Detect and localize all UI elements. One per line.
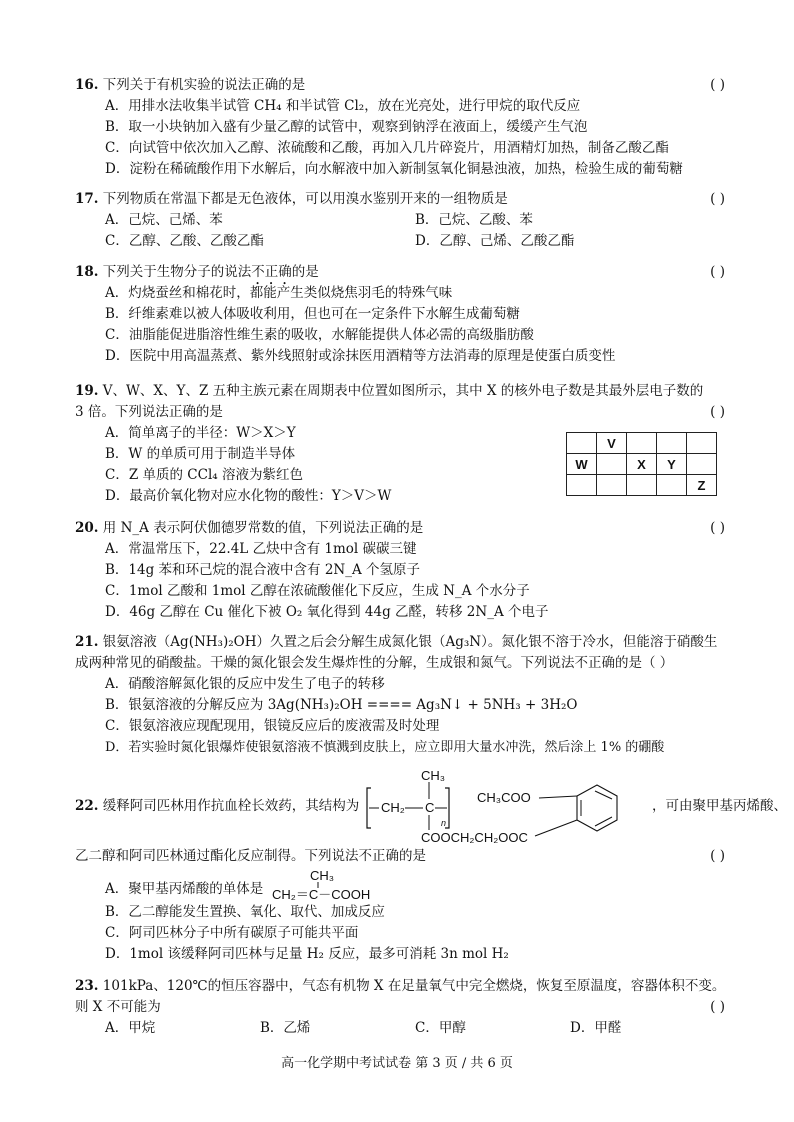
answer-paren: ( ) xyxy=(710,77,725,93)
option-b: B．14g 苯和环己烷的混合液中含有 2N_A 个氢原子 xyxy=(105,562,421,578)
answer-paren: ( ) xyxy=(710,191,725,207)
option-b: B．取一小块钠加入盛有少量乙醇的试管中，观察到钠浮在液面上，缓缓产生气泡 xyxy=(105,119,588,135)
question-21 xyxy=(75,632,725,758)
question-number: 20. xyxy=(75,520,99,536)
grid-cell xyxy=(657,475,687,496)
question-stem: 下列物质在常温下都是无色液体，可以用溴水鉴别开来的一组物质是 xyxy=(102,191,508,207)
page-footer: 高一化学期中考试试卷 第 3 页 / 共 6 页 xyxy=(281,1056,513,1071)
option-c: C．Z 单质的 CCl₄ 溶液为紫红色 xyxy=(105,467,303,483)
question-16 xyxy=(75,75,725,180)
option-c: C．银氨溶液应现配现用，银镜反应后的废液需及时处理 xyxy=(105,718,440,734)
option-a: A．己烷、己烯、苯 xyxy=(105,212,223,228)
monomer-methyl: CH₃ xyxy=(309,868,334,883)
polymer-structure xyxy=(365,768,655,848)
answer-paren: ( ) xyxy=(710,999,725,1015)
question-number: 23. xyxy=(75,978,99,994)
option-b: B．己烷、乙酸、苯 xyxy=(415,212,533,228)
grid-cell: V xyxy=(597,433,627,454)
option-b: B．银氨溶液的分解反应为 3Ag(NH₃)₂OH ==== Ag₃N↓ + 5NH₃ + 3H₂O xyxy=(105,697,578,713)
question-stem: 用 N_A 表示阿伏伽德罗常数的值，下列说法正确的是 xyxy=(102,520,424,536)
option-d: D．甲醛 xyxy=(570,1020,622,1036)
grid-cell: X xyxy=(627,454,657,475)
monomer-formula: CH₂＝C－COOH xyxy=(271,887,370,902)
grid-cell xyxy=(657,433,687,454)
repeat-n: n xyxy=(441,818,447,828)
question-17 xyxy=(75,189,725,252)
question-stem-end: 的是 xyxy=(291,264,319,280)
option-b: B．W 的单质可用于制造半导体 xyxy=(105,446,296,462)
grid-cell xyxy=(597,454,627,475)
question-20 xyxy=(75,518,725,623)
option-c: C．甲醇 xyxy=(415,1020,466,1036)
option-d: D．乙醇、己烯、乙酸乙酯 xyxy=(415,233,575,249)
question-stem: V、W、X、Y、Z 五种主族元素在周期表中位置如图所示，其中 X 的核外电子数是其最外层电子数的 xyxy=(102,383,704,399)
question-stem: 银氨溶液（Ag(NH₃)₂OH）久置之后会分解生成氮化银（Ag₃N）。氮化银不溶于冷水，但能溶于硝酸生 xyxy=(102,634,718,650)
chain-ch2: CH₂ xyxy=(381,800,405,815)
grid-cell xyxy=(627,475,657,496)
question-22 xyxy=(75,768,787,864)
question-stem: 下列关于生物分子的说法 xyxy=(102,264,252,280)
option-c: C．1mol 乙酸和 1mol 乙醇在浓硫酸催化下反应，生成 N_A 个水分子 xyxy=(105,583,530,599)
methyl-group: CH₃ xyxy=(421,768,446,783)
option-a: A．灼烧蚕丝和棉花时，都能产生类似烧焦羽毛的特殊气味 xyxy=(105,285,453,301)
option-d: D．若实验时氮化银爆炸使银氨溶液不慎溅到皮肤上，应立即用大量水冲洗，然后涂上 1% 的硼酸 xyxy=(105,740,665,755)
emphasis-text: 不正确 xyxy=(251,264,292,280)
option-a: A．甲烷 xyxy=(105,1020,156,1036)
question-number: 18. xyxy=(75,264,99,280)
option-c: C．阿司匹林分子中所有碳原子可能共平面 xyxy=(105,925,359,941)
question-stem: 缓释阿司匹林用作抗血栓长效药，其结构为 xyxy=(102,798,360,814)
question-number: 22. xyxy=(75,798,99,814)
answer-paren: ( ) xyxy=(710,848,725,864)
option-b: B．乙二醇能发生置换、氧化、取代、加成反应 xyxy=(105,904,385,920)
option-a: A．硝酸溶解氮化银的反应中发生了电子的转移 xyxy=(105,676,385,692)
answer-paren: ( ) xyxy=(710,520,725,536)
question-number: 17. xyxy=(75,191,99,207)
option-a: A．用排水法收集半试管 CH₄ 和半试管 Cl₂，放在光亮处，进行甲烷的取代反应 xyxy=(105,98,581,114)
question-22-options xyxy=(75,868,725,965)
grid-cell xyxy=(567,475,597,496)
question-stem-cont: 3 倍。下列说法正确的是 xyxy=(75,404,223,420)
grid-cell: Z xyxy=(687,475,717,496)
question-stem-cont: 则 X 不可能为 xyxy=(75,999,161,1015)
question-stem: 101kPa、120℃的恒压容器中，气态有机物 X 在足量氧气中完全燃烧，恢复至原温度，容器体积不变。 xyxy=(102,978,726,994)
chain-carbon: C xyxy=(425,800,435,815)
grid-cell xyxy=(687,454,717,475)
answer-paren: ( ) xyxy=(710,264,725,280)
question-18 xyxy=(75,262,725,367)
option-a: A．聚甲基丙烯酸的单体是 xyxy=(105,881,264,897)
option-d: D．1mol 该缓释阿司匹林与足量 H₂ 反应，最多可消耗 3n mol H₂ xyxy=(105,946,509,962)
option-d: D．医院中用高温蒸煮、紫外线照射或涂抹医用酒精等方法消毒的原理是使蛋白质变性 xyxy=(105,348,616,364)
answer-paren: ( ) xyxy=(710,404,725,420)
question-stem: 下列关于有机实验的说法正确的是 xyxy=(102,77,306,93)
option-d: D．淀粉在稀硫酸作用下水解后，向水解液中加入新制氢氧化铜悬浊液，加热，检验生成的葡萄糖 xyxy=(105,161,683,177)
acetoxy-group: CH₃COO xyxy=(477,790,531,805)
option-a: A．简单离子的半径：W＞X＞Y xyxy=(105,425,296,441)
option-c: C．乙醇、乙酸、乙酸乙酯 xyxy=(105,233,264,249)
question-number: 16. xyxy=(75,77,99,93)
grid-cell xyxy=(627,433,657,454)
question-stem-cont: 乙二醇和阿司匹林通过酯化反应制得。下列说法不正确的是 xyxy=(75,848,426,864)
grid-cell: Y xyxy=(657,454,687,475)
option-d: D．最高价氧化物对应水化物的酸性：Y＞V＞W xyxy=(105,488,392,504)
monomer-structure xyxy=(272,868,392,902)
question-stem-end: ，可由聚甲基丙烯酸、 xyxy=(652,798,787,814)
question-stem-cont: 成两种常见的硝酸盐。干燥的氮化银会发生爆炸性的分解，生成银和氮气。下列说法不正确的是（ ） xyxy=(75,655,674,671)
grid-cell xyxy=(597,475,627,496)
option-b: B．乙烯 xyxy=(260,1020,311,1036)
ester-linker: COOCH₂CH₂OOC xyxy=(421,830,528,845)
question-number: 21. xyxy=(75,634,99,650)
grid-cell xyxy=(567,433,597,454)
option-d: D．46g 乙醇在 Cu 催化下被 O₂ 氧化得到 44g 乙醛，转移 2N_A 个电子 xyxy=(105,604,549,620)
option-b: B．纤维素难以被人体吸收利用，但也可在一定条件下水解生成葡萄糖 xyxy=(105,306,520,322)
question-23 xyxy=(75,976,725,1039)
option-c: C．油脂能促进脂溶性维生素的吸收，水解能提供人体必需的高级脂肪酸 xyxy=(105,327,534,343)
option-c: C．向试管中依次加入乙醇、浓硫酸和乙酸，再加入几片碎瓷片，用酒精灯加热，制备乙酸乙酯 xyxy=(105,140,669,156)
question-number: 19. xyxy=(75,383,99,399)
periodic-table-grid xyxy=(566,432,717,496)
grid-cell xyxy=(687,433,717,454)
option-a: A．常温常压下，22.4L 乙炔中含有 1mol 碳碳三键 xyxy=(105,541,417,557)
grid-cell: W xyxy=(567,454,597,475)
